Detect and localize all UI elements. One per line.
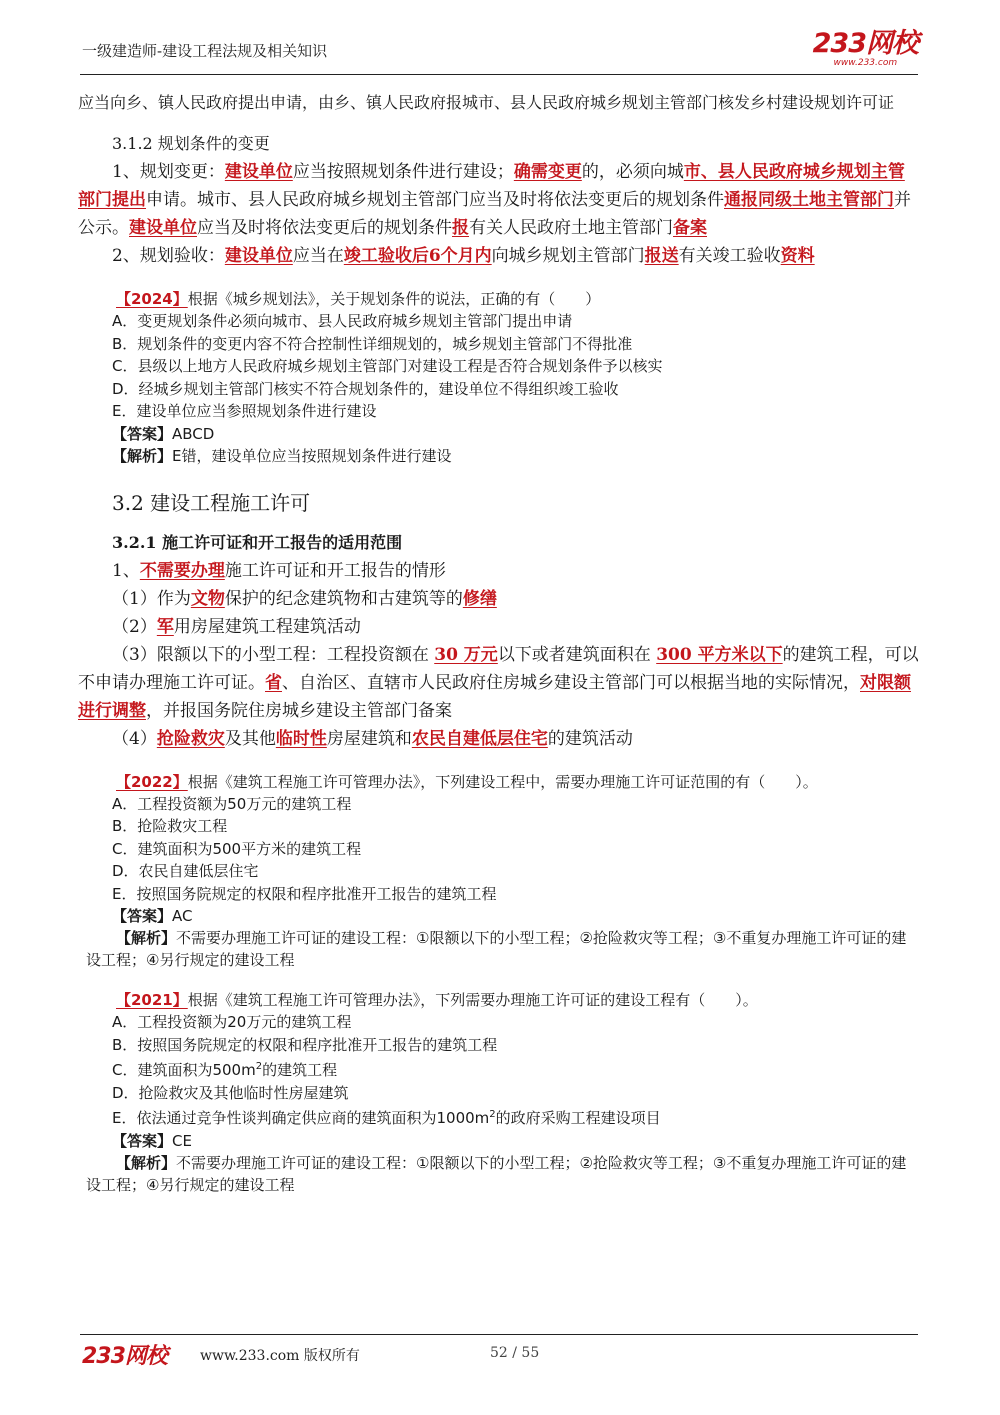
answer-line (78, 1130, 920, 1152)
analysis-label: 【解析】 (112, 446, 173, 465)
logo-url: www.233.com (833, 58, 898, 68)
highlight: 300 平方米以下 (656, 644, 783, 665)
answer-value: AC (172, 907, 193, 925)
answer-label: 【答案】 (112, 424, 173, 443)
page-footer (80, 1334, 918, 1375)
page-content (78, 90, 920, 1196)
question-stem (78, 771, 920, 793)
analysis-text: 不需要办理施工许可证的建设工程：①限额以下的小型工程；②抢险救灾等工程；③不重复办理施工许可证的建设工程；④另行规定的建设工程 (86, 929, 907, 969)
text: 、自治区、直辖市人民政府住房城乡建设主管部门可以根据当地的实际情况， (282, 672, 860, 693)
option-c: C．县级以上地方人民政府城乡规划主管部门对建设工程是否符合规划条件予以核实 (112, 357, 663, 375)
text: 应当在 (292, 246, 344, 266)
question-stem (78, 989, 920, 1011)
text: 的建筑工程 (262, 1061, 338, 1079)
answer-label: 【答案】 (112, 1131, 173, 1150)
answer-line (78, 905, 920, 927)
option-c (78, 1056, 920, 1082)
text: 以下或者建筑面积在 (497, 644, 657, 665)
question-year: 【2022】 (116, 772, 188, 791)
highlight: 对限额进行调整 (78, 672, 911, 721)
option-a: A．工程投资额为20万元的建筑工程 (112, 1013, 352, 1031)
header-title: 一级建造师-建设工程法规及相关知识 (82, 42, 328, 60)
question-year: 【2021】 (116, 991, 188, 1009)
option-e (78, 1104, 920, 1130)
text: 的建筑活动 (547, 728, 633, 749)
option-b: B．抢险救灾工程 (112, 817, 228, 835)
highlight: 竣工验收后6个月内 (343, 246, 492, 266)
section-heading-3-2-1: 3.2.1 施工许可证和开工报告的适用范围 (112, 532, 403, 552)
text: 2、规划验收： (112, 246, 225, 266)
analysis-label: 【解析】 (116, 929, 177, 947)
highlight: 30 万元 (434, 644, 498, 665)
stem-text: 根据《建筑工程施工许可管理办法》，下列需要办理施工许可证的建设工程有（ ）。 (187, 991, 758, 1009)
answer-value: ABCD (172, 424, 215, 443)
text: （1）作为 (112, 588, 191, 609)
text: （4） (112, 728, 157, 749)
section-heading-3-1-2: 3.1.2 规划条件的变更 (112, 134, 270, 153)
section-heading-3-2: 3.2 建设工程施工许可 (112, 490, 311, 515)
highlight: 报 (452, 218, 469, 238)
footer-copyright: www.233.com 版权所有 (200, 1348, 360, 1364)
option-c: C．建筑面积为500平方米的建筑工程 (112, 839, 362, 858)
stem-text: 根据《建筑工程施工许可管理办法》，下列建设工程中，需要办理施工许可证范围的有（ ）。 (187, 772, 818, 791)
exemption-item-4 (78, 725, 920, 753)
option-a: A．变更规划条件必须向城市、县人民政府城乡规划主管部门提出申请 (112, 312, 573, 330)
brand-logo (813, 30, 918, 68)
analysis-line (78, 1152, 920, 1196)
exemption-item-1 (78, 585, 920, 613)
option-d: D．农民自建低层住宅 (112, 862, 259, 880)
stem-text: 根据《城乡规划法》，关于规划条件的说法，正确的有（ ） (187, 290, 601, 308)
question-year: 【2024】 (116, 290, 188, 308)
text: 有关人民政府土地主管部门 (469, 218, 673, 238)
highlight: 建设单位 (129, 218, 197, 238)
text: E．依法通过竞争性谈判确定供应商的建筑面积为1000m (112, 1109, 490, 1127)
text: 并公示。 (78, 190, 911, 238)
option-d: D．抢险救灾及其他临时性房屋建筑 (112, 1083, 349, 1102)
highlight: 资料 (780, 246, 815, 266)
text: 申请。城市、县人民政府城乡规划主管部门应当及时将依法变更后的规划条件 (146, 190, 724, 210)
superscript: 2 (255, 1061, 263, 1072)
highlight: 不需要办理 (139, 560, 225, 581)
text: 应当按照规划条件进行建设； (292, 162, 514, 182)
text: 有关竣工验收 (678, 246, 781, 266)
highlight: 文物 (190, 588, 225, 609)
text: 的建筑工程，可以不申请办理施工许可证。 (78, 644, 919, 693)
highlight: 农民自建低层住宅 (411, 728, 548, 749)
highlight: 通报同级土地主管部门 (724, 190, 894, 210)
highlight: 军 (156, 616, 174, 637)
superscript: 2 (489, 1109, 496, 1120)
intro-paragraph: 应当向乡、镇人民政府提出申请，由乡、镇人民政府报城市、县人民政府城乡规划主管部门核发乡村建设规划许可证 (78, 93, 895, 112)
highlight: 建设单位 (224, 246, 293, 266)
question-2021 (78, 989, 920, 1196)
analysis-line (78, 927, 920, 971)
exemption-item-2 (78, 613, 920, 641)
option-e: E．按照国务院规定的权限和程序批准开工报告的建筑工程 (112, 884, 497, 903)
text: 及其他 (224, 728, 276, 749)
analysis-text: E错，建设单位应当按照规划条件进行建设 (172, 446, 452, 465)
text: 1、规划变更： (112, 162, 225, 182)
text: 的政府采购工程建设项目 (495, 1109, 661, 1127)
question-2022 (78, 771, 920, 972)
text: （3）限额以下的小型工程：工程投资额在 (112, 644, 435, 665)
text: 1、 (112, 560, 140, 581)
option-d: D．经城乡规划主管部门核实不符合规划条件的，建设单位不得组织竣工验收 (112, 379, 619, 398)
analysis-text: 不需要办理施工许可证的建设工程：①限额以下的小型工程；②抢险救灾等工程；③不重复办理施工许可证的建设工程；④另行规定的建设工程 (86, 1153, 907, 1194)
text: ，并报国务院住房城乡建设主管部门备案 (146, 700, 452, 721)
highlight: 确需变更 (513, 162, 582, 182)
highlight: 备案 (673, 218, 707, 238)
answer-value: CE (172, 1131, 192, 1150)
highlight: 报送 (644, 246, 679, 266)
text: 的，必须向城 (581, 162, 684, 182)
option-b: B．按照国务院规定的权限和程序批准开工报告的建筑工程 (112, 1035, 498, 1054)
option-e: E．建设单位应当参照规划条件进行建设 (112, 402, 377, 420)
text: 应当及时将依法变更后的规划条件 (197, 218, 452, 238)
exemption-item-3 (78, 641, 920, 725)
option-b: B．规划条件的变更内容不符合控制性详细规划的，城乡规划主管部门不得批准 (112, 334, 633, 353)
planning-change-paragraph (78, 158, 920, 242)
footer-logo: 233网校 (82, 1344, 167, 1369)
answer-label: 【答案】 (112, 907, 173, 925)
highlight: 建设单位 (224, 162, 293, 182)
logo-text: 233网校 (812, 28, 918, 59)
highlight: 市、县人民政府城乡规划主管部门提出 (78, 162, 905, 210)
question-stem (78, 288, 920, 310)
question-2024 (78, 288, 920, 467)
analysis-label: 【解析】 (116, 1153, 177, 1172)
analysis-line (78, 445, 920, 467)
page-number: 52 / 55 (490, 1345, 540, 1361)
page-header (80, 28, 918, 75)
highlight: 省 (265, 672, 282, 693)
text: （2） (112, 616, 157, 637)
highlight: 临时性 (275, 728, 327, 749)
text: C．建筑面积为500m (112, 1061, 256, 1079)
text: 保护的纪念建筑物和古建筑等的 (224, 588, 463, 609)
text: 向城乡规划主管部门 (491, 246, 645, 266)
highlight: 修缮 (462, 588, 497, 609)
planning-acceptance-paragraph (78, 242, 920, 270)
text: 房屋建筑和 (326, 728, 412, 749)
text: 施工许可证和开工报告的情形 (224, 560, 446, 581)
option-a: A．工程投资额为50万元的建筑工程 (112, 794, 352, 813)
exemption-intro (78, 557, 920, 585)
answer-line (78, 423, 920, 445)
highlight: 抢险救灾 (156, 728, 225, 749)
text: 用房屋建筑工程建筑活动 (173, 616, 361, 637)
